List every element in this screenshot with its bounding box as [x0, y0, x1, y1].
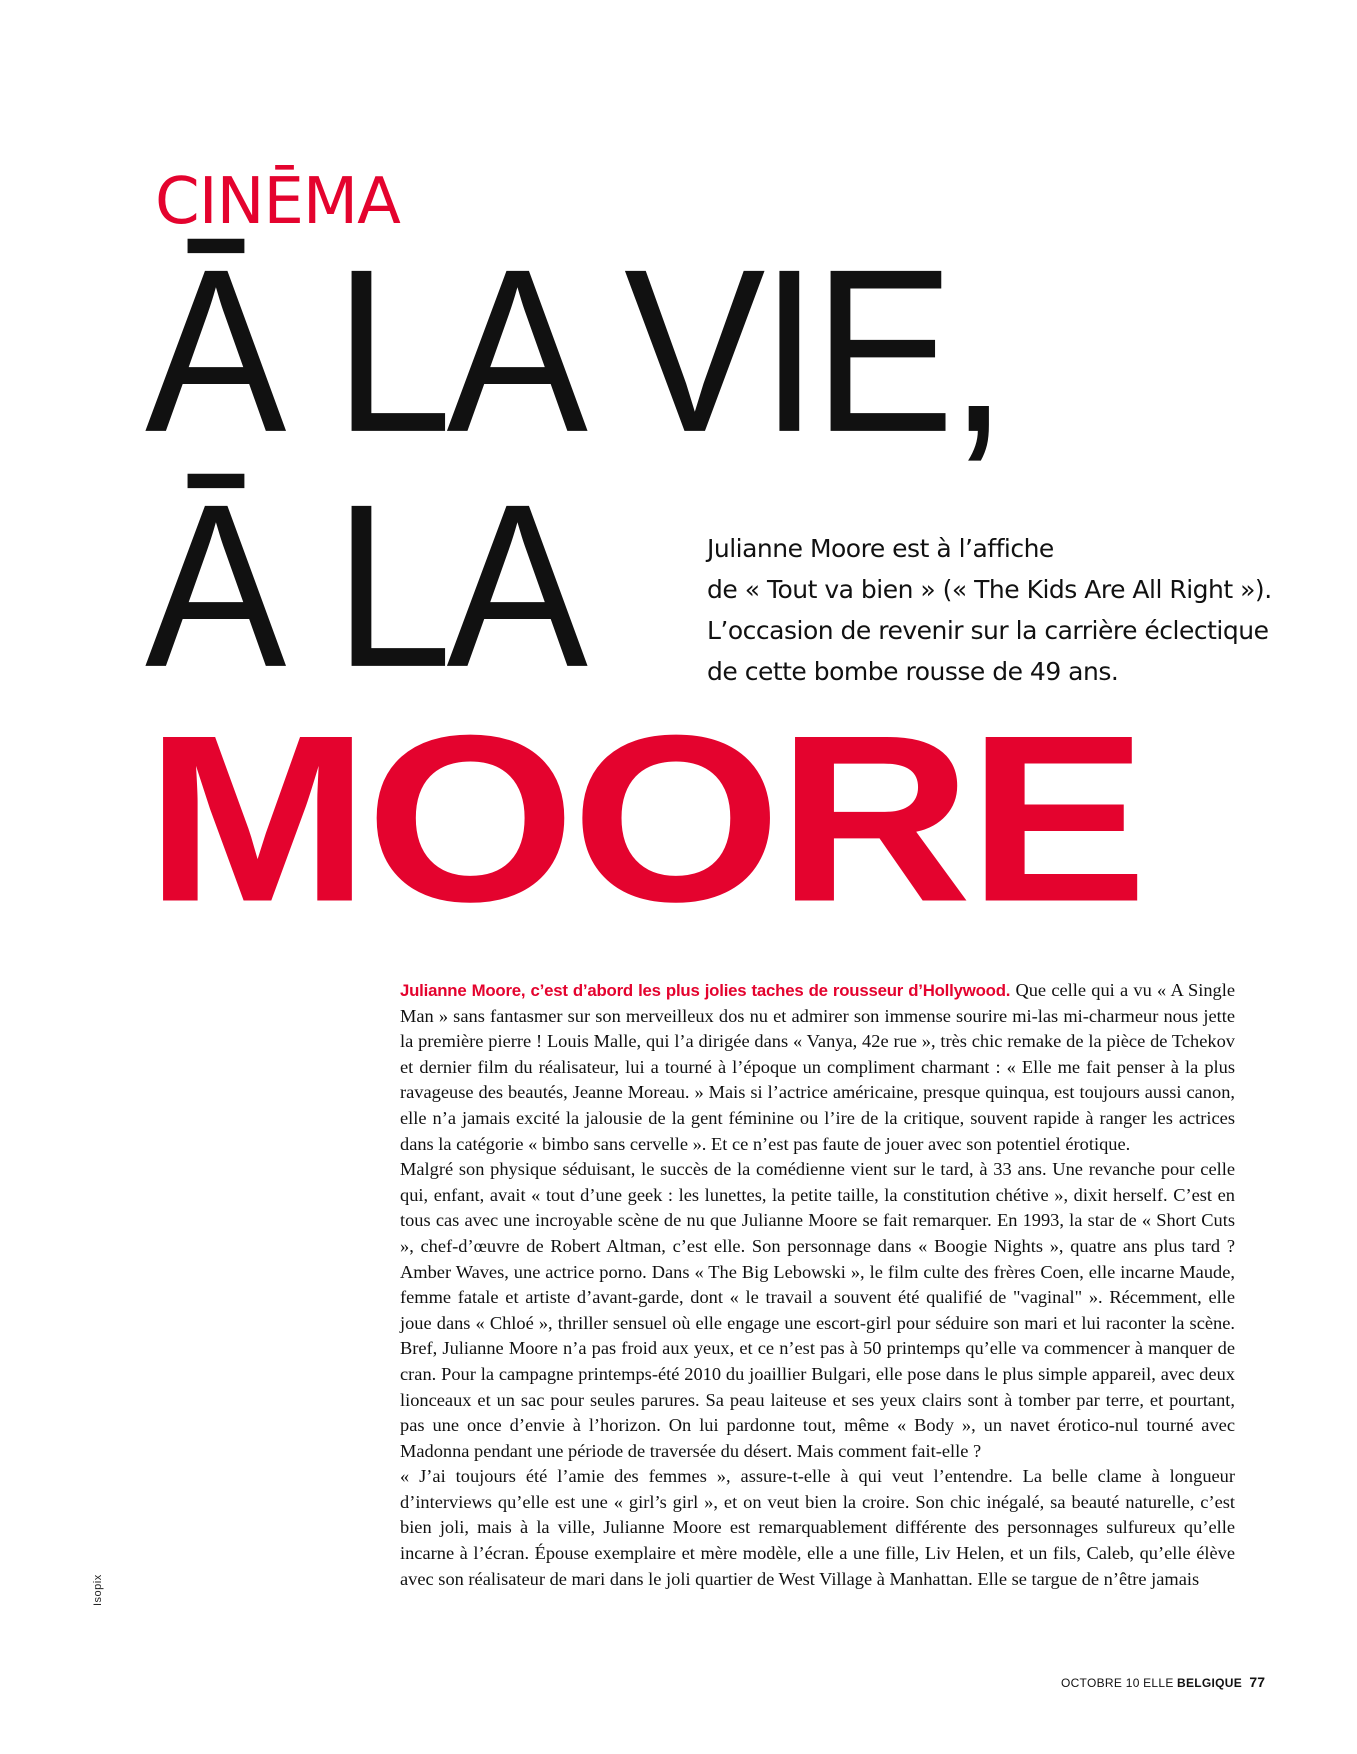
- standfirst-line: de « Tout va bien » (« The Kids Are All Right »).: [707, 575, 1272, 604]
- standfirst: [707, 528, 1297, 692]
- folio-month: OCTOBRE 10: [1060, 1676, 1140, 1690]
- article-paragraph: « J’ai toujours été l’amie des femmes », assure-t-elle à qui veut l’entendre. La belle clame à longueur d’interviews qu’elle est une « girl’s girl », et on veut bien la croire. Son chic inégalé, sa beauté naturelle, c’est bien joli, mais à la ville, Julianne Moore est remarquablement différente des personnages sulfureux qu’elle incarne à l’écran. Épouse exemplaire et mère modèle, elle a une fille, Liv Helen, et un fils, Caleb, qu’elle élève avec son réalisateur de mari dans le joli quartier de West Village à Manhattan. Elle se targue de n’être jamais: [400, 1466, 1235, 1589]
- page-folio: [1061, 1674, 1265, 1690]
- article-body: [400, 978, 1235, 1592]
- section-rubric: CINĒMA: [155, 165, 400, 239]
- headline-line-3: MOORE: [145, 685, 1144, 951]
- page-number: 77: [1249, 1674, 1265, 1690]
- article-paragraph: Malgré son physique séduisant, le succès de la comédienne vient sur le tard, à 33 ans. Une revanche pour celle qui, enfant, avait « tout d’une geek : les lunettes, la petite taille, la constitution chétive », dixit herself. C’est en tous cas avec une incroyable scène de nu que Julianne Moore se fait remarquer. En 1993, la star de « Short Cuts », chef-d’œuvre de Robert Altman, c’est elle. Son personnage dans « Boogie Nights », quatre ans plus tard ? Amber Waves, une actrice porno. Dans « The Big Lebowski », le film culte des frères Coen, elle incarne Maude, femme fatale et artiste d’avant-garde, dont « le travail a souvent été qualifié de "vaginal" ». Récemment, elle joue dans « Chloé », thriller sensuel où elle engage une escort-girl pour séduire son mari et lui raconter la scène. Bref, Julianne Moore n’a pas froid aux yeux, et ce n’est pas à 50 printemps qu’elle va commencer à manquer de cran. Pour la campagne printemps-été 2010 du joaillier Bulgari, elle pose dans le plus simple appareil, avec deux lionceaux et un sac pour seules parures. Sa peau laiteuse et ses yeux clairs sont à tomber par terre, et pourtant, pas une once d’envie à l’horizon. On lui pardonne tout, même « Body », un navet érotico-nul tourné avec Madonna pendant une période de traversée du désert. Mais comment fait-elle ?: [400, 1159, 1235, 1461]
- folio-brand: ELLE: [1143, 1676, 1174, 1690]
- article-paragraph: [400, 978, 1235, 1157]
- article-paragraph-text: Que celle qui a vu « A Single Man » sans fantasmer sur son merveilleux dos nu et admirer son immense sourire mi-las mi-charmeur nous jette la première pierre ! Louis Malle, qui l’a dirigée dans « Vanya, 42e rue », très chic remake de la pièce de Tchekov et dernier film du réalisateur, lui a tourné à l’époque un compliment charmant : « Elle me fait penser à la plus ravageuse des beautés, Jeanne Moreau. » Mais si l’actrice américaine, presque quinqua, est toujours aussi canon, elle n’a jamais excité la jalousie de la gent féminine ou l’ire de la critique, souvent rapide à ranger les actrices dans la catégorie « bimbo sans cervelle ». Et ce n’est pas faute de jouer avec son potentiel érotique.: [400, 980, 1235, 1154]
- standfirst-line: de cette bombe rousse de 49 ans.: [707, 657, 1119, 686]
- headline-line-1: Ā LA VIE,: [145, 221, 1003, 481]
- folio-edition: BELGIQUE: [1177, 1676, 1243, 1690]
- standfirst-line: Julianne Moore est à l’affiche: [707, 534, 1054, 563]
- headline-line-2: Ā LA: [145, 456, 583, 716]
- article-lead: Julianne Moore, c’est d’abord les plus jolies taches de rousseur d’Hollywood.: [400, 981, 1011, 1000]
- standfirst-line: L’occasion de revenir sur la carrière éclectique: [707, 616, 1269, 645]
- photo-credit: Isopix: [92, 1574, 104, 1606]
